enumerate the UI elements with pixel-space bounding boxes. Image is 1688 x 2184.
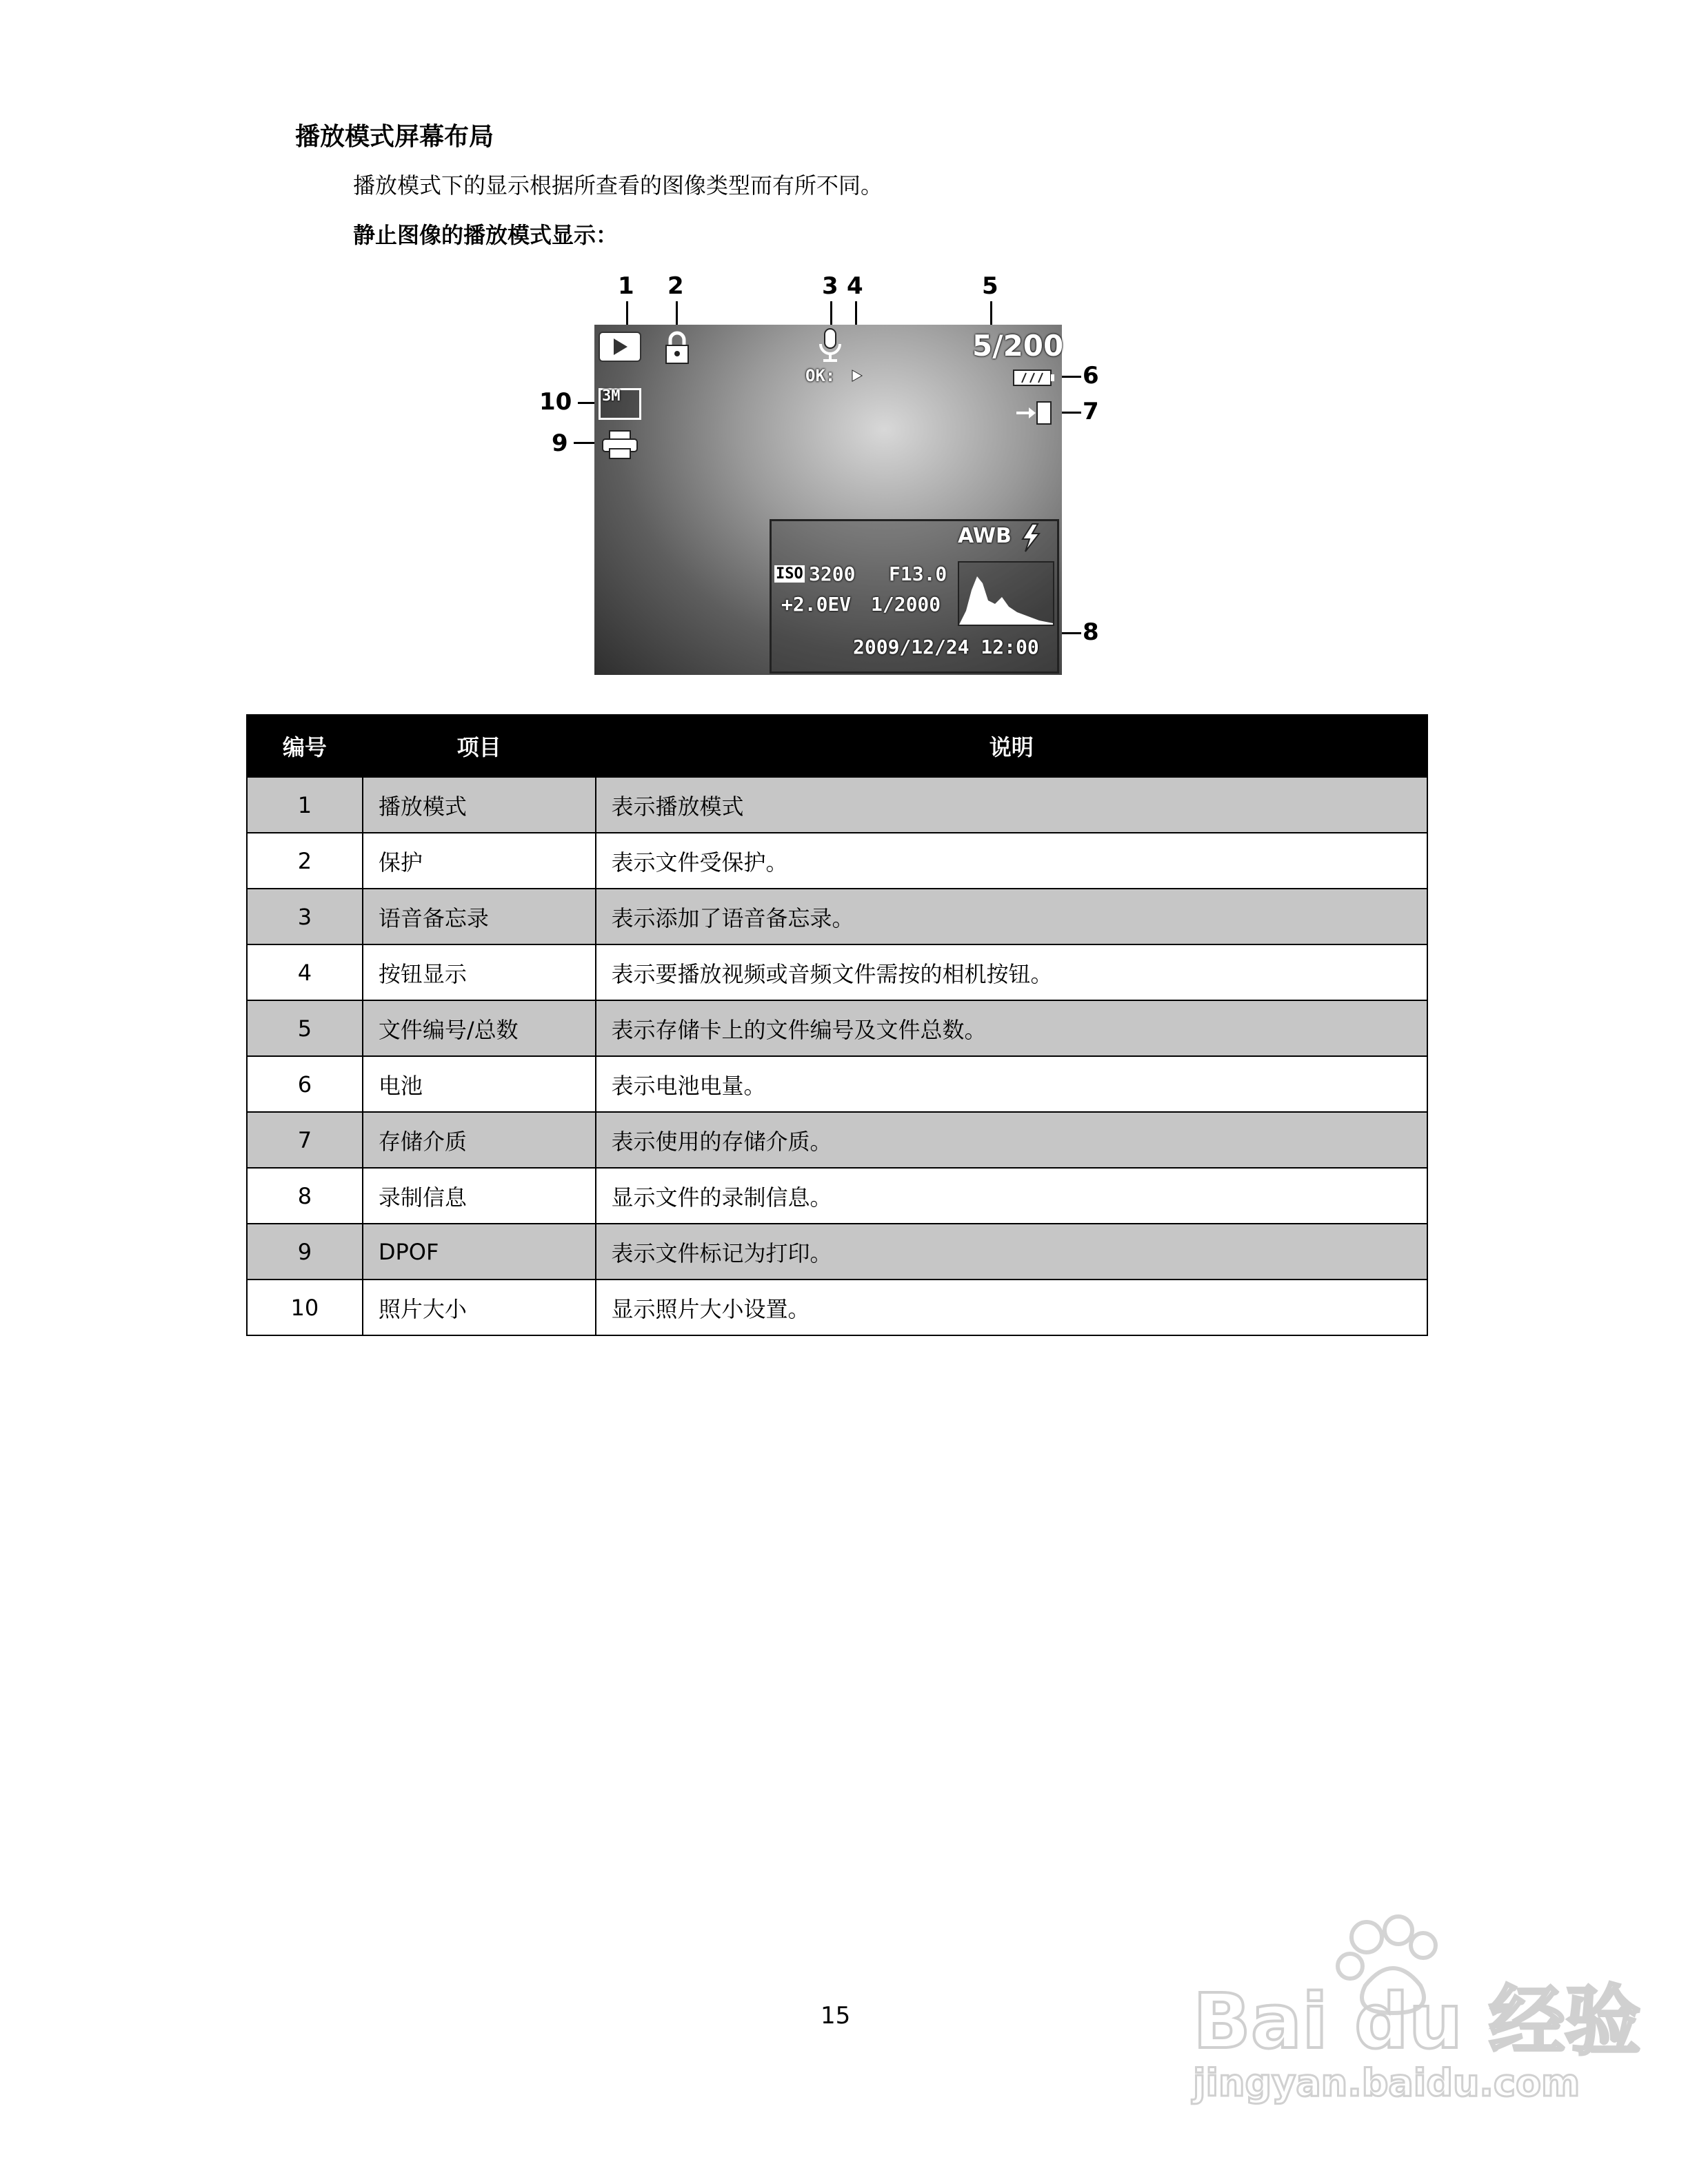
row-description: 表示文件标记为打印。 <box>596 1224 1427 1280</box>
table-row <box>247 1112 1427 1168</box>
row-item: 照片大小 <box>363 1280 596 1335</box>
callout-5: 5 <box>982 272 998 300</box>
watermark-url: jingyan.baidu.com <box>1193 2061 1580 2105</box>
callout-10: 10 <box>539 388 572 416</box>
table-row <box>247 1000 1427 1056</box>
row-item: 按钮显示 <box>363 944 596 1000</box>
row-number: 3 <box>247 889 363 944</box>
table-row <box>247 889 1427 944</box>
awb-label: AWB <box>958 524 1012 548</box>
row-item: 录制信息 <box>363 1168 596 1224</box>
row-number: 2 <box>247 833 363 889</box>
row-number: 1 <box>247 777 363 833</box>
table-header-row <box>247 715 1427 777</box>
table-row <box>247 833 1427 889</box>
row-item: DPOF <box>363 1224 596 1280</box>
row-item: 文件编号/总数 <box>363 1000 596 1056</box>
table-row <box>247 1168 1427 1224</box>
row-item: 电池 <box>363 1056 596 1112</box>
header-number: 编号 <box>247 715 363 777</box>
row-description: 显示文件的录制信息。 <box>596 1168 1427 1224</box>
photo-size-label: 3M <box>602 387 621 405</box>
row-description: 表示要播放视频或音频文件需按的相机按钮。 <box>596 944 1427 1000</box>
aperture-value: F13.0 <box>889 563 947 585</box>
row-number: 6 <box>247 1056 363 1112</box>
row-description: 表示文件受保护。 <box>596 833 1427 889</box>
page-number: 15 <box>821 2002 851 2030</box>
row-item: 存储介质 <box>363 1112 596 1168</box>
row-number: 5 <box>247 1000 363 1056</box>
photo-size-icon <box>599 388 641 420</box>
row-number: 4 <box>247 944 363 1000</box>
table-row <box>247 1280 1427 1335</box>
printer-icon <box>601 429 639 463</box>
row-item: 播放模式 <box>363 777 596 833</box>
recording-info-panel <box>770 519 1059 674</box>
play-icon <box>599 332 641 362</box>
histogram <box>958 561 1054 626</box>
file-counter: 5/200 <box>972 329 1064 363</box>
row-description: 表示播放模式 <box>596 777 1427 833</box>
microphone-icon <box>816 327 844 369</box>
callout-2: 2 <box>667 272 684 300</box>
row-description: 表示使用的存储介质。 <box>596 1112 1427 1168</box>
shutter-value: 1/2000 <box>871 593 941 616</box>
iso-label: ISO <box>776 565 803 583</box>
legend-table <box>246 714 1428 1336</box>
playback-screen-figure <box>538 272 1131 686</box>
intro-text: 播放模式下的显示根据所查看的图像类型而有所不同。 <box>353 172 883 199</box>
row-description: 表示存储卡上的文件编号及文件总数。 <box>596 1000 1427 1056</box>
baidu-watermark <box>1186 1910 1641 2110</box>
table-row <box>247 777 1427 833</box>
callout-1: 1 <box>618 272 634 300</box>
row-description: 表示添加了语音备忘录。 <box>596 889 1427 944</box>
watermark-brand: Bai du 经验 <box>1193 1977 1641 2065</box>
memory-card-icon <box>1015 399 1054 429</box>
row-item: 保护 <box>363 833 596 889</box>
callout-6: 6 <box>1083 362 1099 390</box>
row-number: 9 <box>247 1224 363 1280</box>
row-number: 10 <box>247 1280 363 1335</box>
header-description: 说明 <box>596 715 1427 777</box>
lock-icon <box>662 330 692 369</box>
table-row <box>247 1224 1427 1280</box>
callout-3: 3 <box>822 272 838 300</box>
row-item: 语音备忘录 <box>363 889 596 944</box>
section-heading: 播放模式屏幕布局 <box>295 123 494 151</box>
button-hint: OK: <box>805 366 836 385</box>
iso-value: 3200 <box>809 563 856 585</box>
callout-7: 7 <box>1083 398 1099 425</box>
row-description: 显示照片大小设置。 <box>596 1280 1427 1335</box>
header-item: 项目 <box>363 715 596 777</box>
table-row <box>247 944 1427 1000</box>
datetime-value: 2009/12/24 12:00 <box>853 636 1039 658</box>
battery-icon <box>1011 367 1055 391</box>
row-description: 表示电池电量。 <box>596 1056 1427 1112</box>
callout-9: 9 <box>552 429 568 457</box>
play-small-icon <box>851 369 863 385</box>
row-number: 8 <box>247 1168 363 1224</box>
camera-lcd-screen <box>594 325 1062 675</box>
sub-heading: 静止图像的播放模式显示： <box>353 222 619 248</box>
flash-icon <box>1018 523 1043 556</box>
table-row <box>247 1056 1427 1112</box>
callout-8: 8 <box>1083 618 1099 646</box>
exposure-value: +2.0EV <box>781 593 852 616</box>
callout-4: 4 <box>847 272 863 300</box>
row-number: 7 <box>247 1112 363 1168</box>
